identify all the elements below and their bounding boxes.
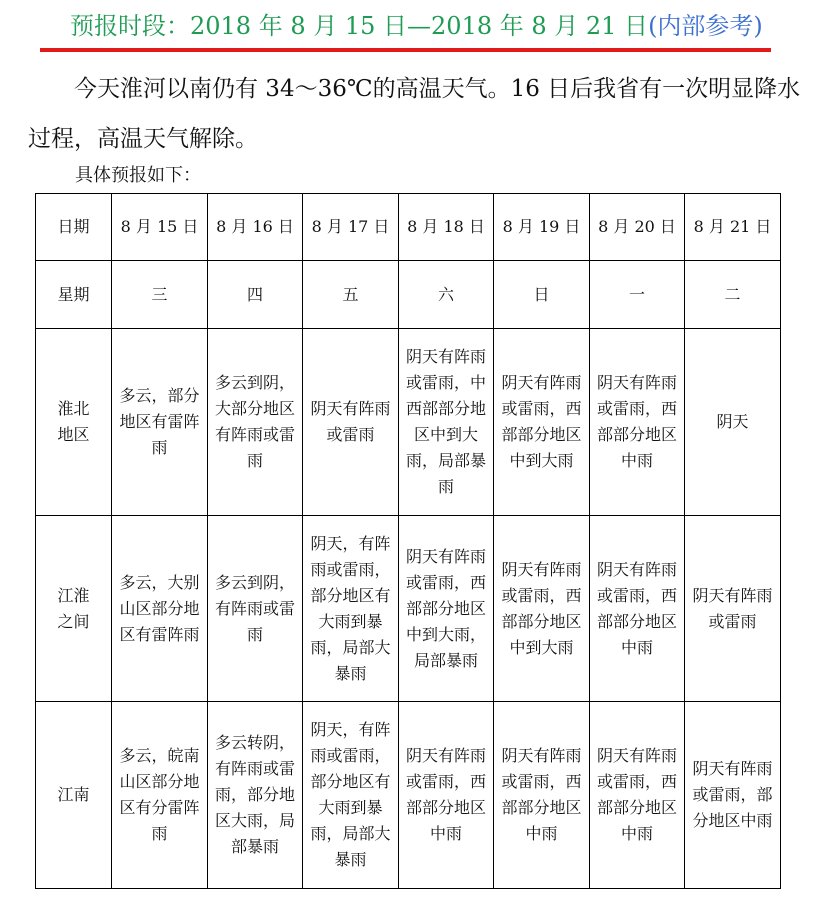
header-divider [40,48,771,52]
weekday-cell: 日 [494,261,590,329]
date-cell: 8 月 20 日 [590,194,685,261]
forecast-cell: 多云转阴，有阵雨或雷雨，部分地区大雨，局部暴雨 [208,702,303,889]
weekday-cell: 二 [685,261,781,329]
date-cell: 8 月 15 日 [112,194,208,261]
weekday-header: 星期 [36,261,112,329]
forecast-cell: 阴天有阵雨或雷雨，中西部部分地区中到大雨，局部暴雨 [399,329,494,516]
forecast-cell: 阴天有阵雨或雷雨 [303,329,399,516]
title-text: 预报时段：2018 年 8 月 15 日—2018 年 8 月 21 日 [70,12,649,40]
intro-line: 具体预报如下： [75,165,201,186]
region-row-jiangnan [36,702,781,889]
region-name: 江南 [36,702,112,889]
forecast-cell: 多云，部分地区有雷阵雨 [112,329,208,516]
forecast-cell: 阴天有阵雨或雷雨，部分地区中雨 [685,702,781,889]
forecast-cell: 阴天有阵雨或雷雨，西部部分地区中到大雨，局部暴雨 [399,516,494,702]
forecast-cell: 阴天有阵雨或雷雨 [685,516,781,702]
forecast-cell: 阴天有阵雨或雷雨，西部部分地区中到大雨 [494,516,590,702]
forecast-cell: 阴天，有阵雨或雷雨，部分地区有大雨到暴雨，局部大暴雨 [303,516,399,702]
forecast-cell: 阴天有阵雨或雷雨，西部部分地区中雨 [590,516,685,702]
region-row-jianghuai [36,516,781,702]
region-row-huaibei [36,329,781,516]
forecast-cell: 阴天 [685,329,781,516]
date-cell: 8 月 17 日 [303,194,399,261]
forecast-cell: 多云，大别山区部分地区有雷阵雨 [112,516,208,702]
forecast-cell: 阴天有阵雨或雷雨，西部部分地区中雨 [590,702,685,889]
date-cell: 8 月 16 日 [208,194,303,261]
weekday-cell: 五 [303,261,399,329]
region-name: 江淮之间 [36,516,112,702]
weekday-cell: 四 [208,261,303,329]
internal-reference-note: (内部参考) [648,12,763,40]
forecast-cell: 阴天有阵雨或雷雨，西部部分地区中雨 [399,702,494,889]
forecast-cell: 多云，皖南山区部分地区有分雷阵雨 [112,702,208,889]
forecast-cell: 多云到阴，有阵雨或雷雨 [208,516,303,702]
date-cell: 8 月 21 日 [685,194,781,261]
forecast-table [35,193,781,889]
forecast-period-title [70,10,763,42]
weekday-cell: 一 [590,261,685,329]
forecast-cell: 多云到阴，大部分地区有阵雨或雷雨 [208,329,303,516]
date-row [36,194,781,261]
forecast-cell: 阴天有阵雨或雷雨，西部部分地区中雨 [590,329,685,516]
forecast-cell: 阴天，有阵雨或雷雨，部分地区有大雨到暴雨，局部大暴雨 [303,702,399,889]
weekday-cell: 六 [399,261,494,329]
date-cell: 8 月 19 日 [494,194,590,261]
weekday-row [36,261,781,329]
document-header [0,0,821,50]
weekday-cell: 三 [112,261,208,329]
forecast-cell: 阴天有阵雨或雷雨，西部部分地区中雨 [494,702,590,889]
region-name: 淮北地区 [36,329,112,516]
date-header: 日期 [36,194,112,261]
forecast-cell: 阴天有阵雨或雷雨，西部部分地区中到大雨 [494,329,590,516]
date-cell: 8 月 18 日 [399,194,494,261]
summary-paragraph: 今天淮河以南仍有 34～36℃的高温天气。16 日后我省有一次明显降水过程，高温天气解除。 [28,76,801,152]
